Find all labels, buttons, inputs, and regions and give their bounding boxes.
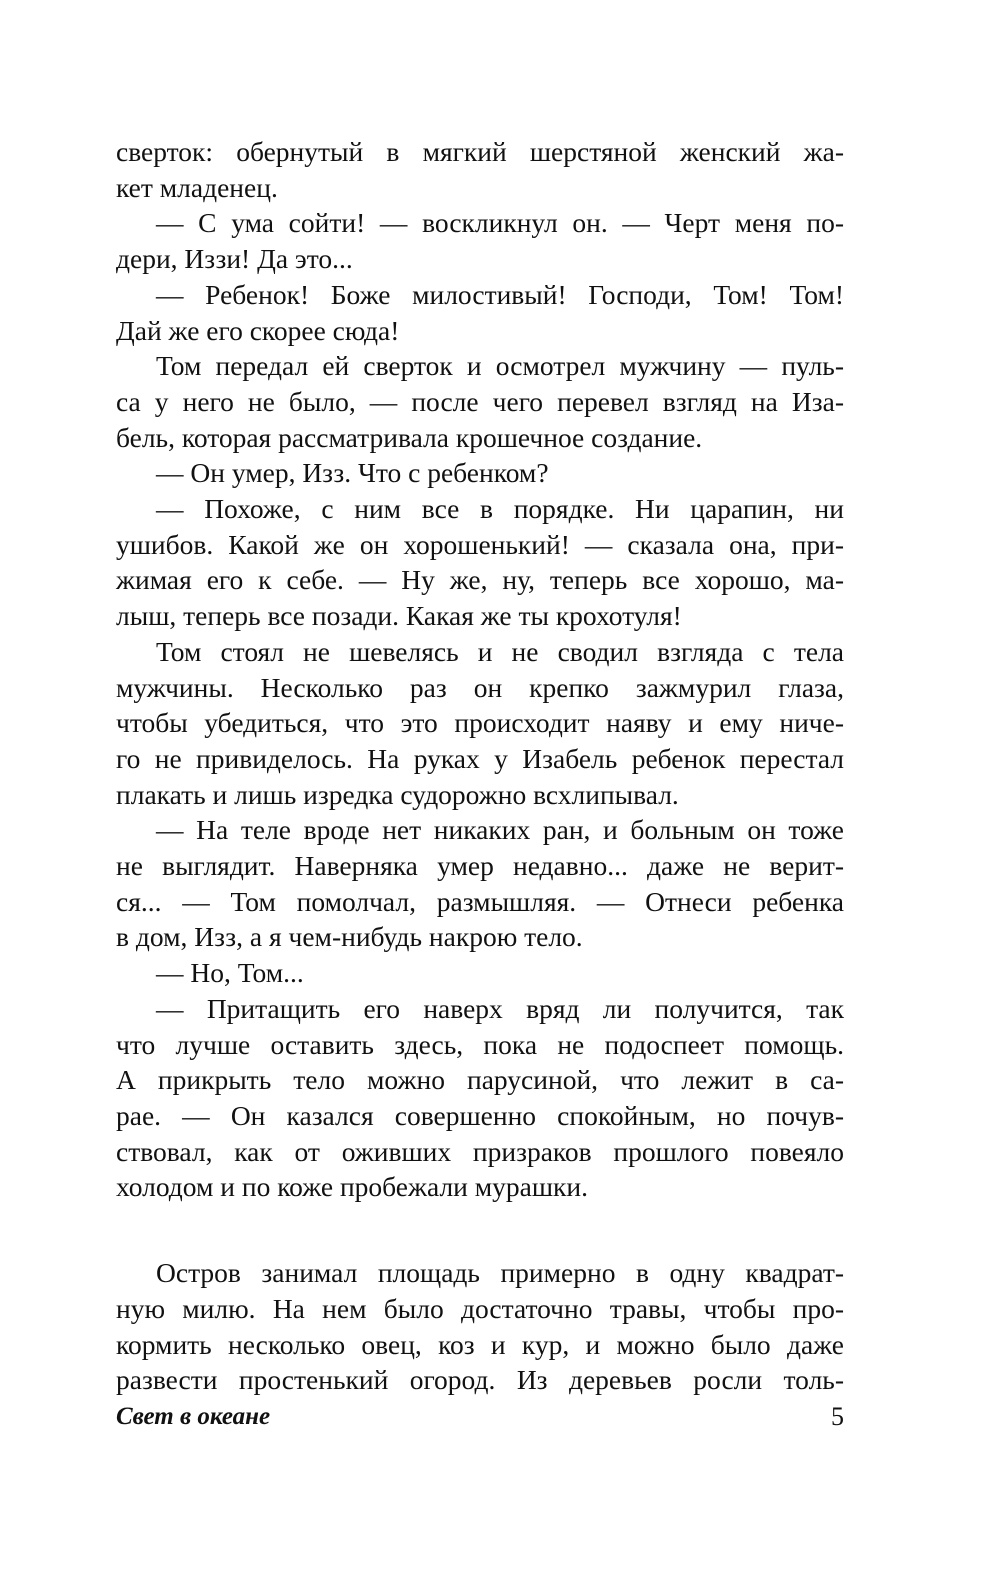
text-line: развести простенький огород. Из деревьев росли толь- — [116, 1364, 844, 1396]
text-line: Том передал ей сверток и осмотрел мужчину — пуль- — [156, 350, 844, 382]
text-line: чтобы убедиться, что это происходит наяву и ему ниче- — [116, 707, 844, 739]
text-line: ушибов. Какой же он хорошенький! — сказала она, при- — [116, 528, 844, 560]
text-line: жимая его к себе. — Ну же, ну, теперь все хорошо, ма- — [116, 564, 844, 596]
text-line: что лучше оставить здесь, пока не подоспеет помощь. — [116, 1028, 844, 1060]
text-line: го не привиделось. На руках у Изабель ребенок перестал — [116, 742, 844, 774]
text-line: — Притащить его наверх вряд ли получится, так — [156, 992, 844, 1024]
text-line: Остров занимал площадь примерно в одну квадрат- — [156, 1257, 844, 1289]
page-number: 5 — [831, 1402, 844, 1431]
text-line: в дом, Изз, а я чем-нибудь накрою тело. — [116, 921, 583, 953]
text-line: — Он умер, Изз. Что с ребенком? — [156, 457, 549, 489]
text-line: ся... — Том помолчал, размышляя. — Отнеси ребенка — [116, 885, 844, 917]
text-line: — На теле вроде нет никаких ран, и больным он тоже — [156, 814, 844, 846]
text-line: Том стоял не шевелясь и не сводил взгляда с тела — [156, 635, 844, 667]
text-line: ствовал, как от оживших призраков прошлого повеяло — [116, 1135, 844, 1167]
text-line: А прикрыть тело можно парусиной, что лежит в са- — [116, 1064, 844, 1096]
text-line: кормить несколько овец, коз и кур, и можно было даже — [116, 1328, 844, 1360]
text-line: — С ума сойти! — воскликнул он. — Черт меня по- — [156, 207, 844, 239]
text-line: — Похоже, с ним все в порядке. Ни царапин, ни — [156, 493, 844, 525]
text-line: лыш, теперь все позади. Какая же ты крохотуля! — [116, 600, 682, 632]
page-body-text — [116, 134, 844, 1398]
text-line: дери, Иззи! Да это... — [116, 243, 353, 275]
text-line: сверток: обернутый в мягкий шерстяной женский жа- — [116, 136, 844, 167]
text-line: — Но, Том... — [156, 957, 304, 989]
running-footer-title: Свет в океане — [116, 1403, 271, 1430]
text-line: плакать и лишь изредка судорожно всхлипывал. — [116, 778, 679, 810]
text-line: рае. — Он казался совершенно спокойным, но почув- — [116, 1099, 844, 1131]
text-line: са у него не было, — после чего перевел взгляд на Иза- — [116, 385, 844, 417]
text-line: Дай же его скорее сюда! — [116, 314, 400, 346]
text-line: не выглядит. Наверняка умер недавно... даже не верит- — [116, 850, 844, 882]
text-line: бель, которая рассматривала крошечное создание. — [116, 421, 703, 453]
text-line: холодом и по коже пробежали мурашки. — [116, 1171, 588, 1203]
text-line: мужчины. Несколько раз он крепко зажмурил глаза, — [116, 671, 844, 703]
text-line: кет младенец. — [116, 171, 278, 203]
section-break — [116, 1205, 844, 1255]
text-line: — Ребенок! Боже милостивый! Господи, Том! Том! — [156, 278, 844, 310]
text-line: ную милю. На нем было достаточно травы, чтобы про- — [116, 1292, 844, 1324]
